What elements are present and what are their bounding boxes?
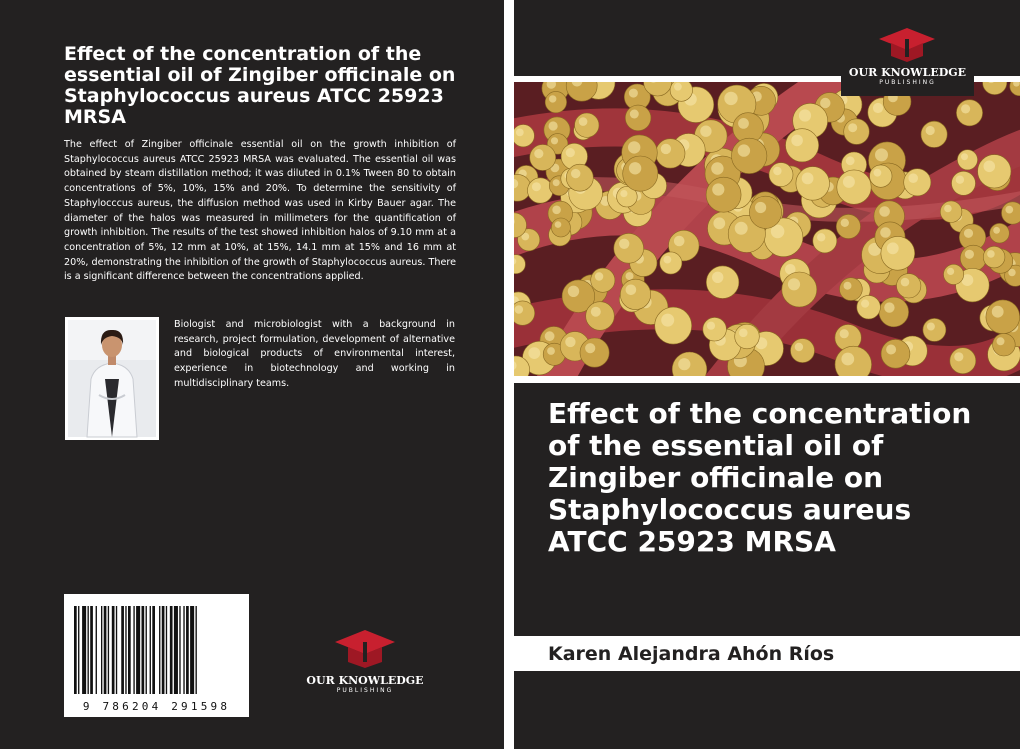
front-publisher-name: OUR KNOWLEDGE: [848, 66, 967, 79]
barcode-bar: [74, 606, 77, 694]
barcode-bar: [78, 606, 79, 694]
coccus-highlight: [628, 141, 640, 153]
coccus-highlight: [873, 103, 883, 113]
barcode-bar: [142, 606, 145, 694]
coccus-sphere: [749, 196, 781, 228]
coccus-sphere: [769, 163, 793, 187]
coccus-highlight: [961, 104, 970, 113]
coccus-highlight: [549, 121, 558, 130]
coccus-highlight: [739, 329, 748, 338]
coccus-highlight: [843, 176, 855, 188]
coccus-highlight: [987, 250, 995, 258]
coccus-highlight: [555, 221, 562, 228]
barcode-bar: [88, 606, 89, 694]
coccus-highlight: [755, 202, 766, 213]
barcode-bar: [128, 606, 131, 694]
coccus-highlight: [947, 268, 954, 275]
coccus-highlight: [515, 305, 524, 314]
coccus-highlight: [619, 239, 629, 249]
bacteria-illustration: [514, 82, 1020, 376]
graduation-cap-icon: [300, 628, 430, 668]
coccus-sphere: [732, 138, 767, 173]
coccus-highlight: [927, 323, 935, 331]
coccus-highlight: [954, 352, 963, 361]
coccus-highlight: [795, 343, 803, 351]
coccus-highlight: [630, 110, 639, 119]
coccus-highlight: [1005, 206, 1013, 214]
coccus-highlight: [620, 190, 627, 197]
barcode-bar: [90, 606, 93, 694]
coccus-highlight: [875, 148, 888, 161]
barcode-bar: [112, 606, 115, 694]
coccus-highlight: [992, 306, 1004, 318]
coccus-highlight: [844, 282, 852, 290]
coccus-highlight: [961, 153, 968, 160]
coccus-highlight: [861, 300, 869, 308]
barcode-bar: [104, 606, 107, 694]
coccus-highlight: [579, 117, 588, 126]
coccus-highlight: [965, 250, 974, 259]
barcode-bar: [133, 606, 134, 694]
coccus-sphere: [620, 279, 650, 309]
coccus-sphere: [857, 295, 881, 319]
coccus-sphere: [566, 164, 593, 191]
coccus-highlight: [880, 227, 891, 238]
coccus-highlight: [841, 219, 849, 227]
coccus-highlight: [674, 236, 685, 247]
coccus-highlight: [707, 322, 715, 330]
barcode-bar: [152, 606, 155, 694]
coccus-sphere: [993, 333, 1016, 356]
barcode-bar: [166, 606, 167, 694]
coccus-highlight: [571, 169, 580, 178]
barcode-bar: [159, 606, 160, 694]
coccus-sphere: [625, 105, 651, 131]
coccus-highlight: [984, 161, 996, 173]
coccus-highlight: [551, 137, 558, 144]
coccus-sphere: [923, 318, 946, 341]
coccus-highlight: [591, 307, 601, 317]
coccus-sphere: [586, 302, 615, 331]
coccus-highlight: [997, 337, 1005, 345]
coccus-highlight: [738, 118, 749, 129]
coccus-highlight: [993, 227, 1000, 234]
coccus-highlight: [700, 126, 711, 137]
coccus-sphere: [551, 218, 570, 237]
coccus-highlight: [545, 331, 555, 341]
barcode-bar: [170, 606, 173, 694]
coccus-sphere: [655, 307, 692, 344]
coccus-sphere: [957, 150, 977, 170]
coccus-highlight: [678, 358, 690, 370]
coccus-highlight: [791, 135, 803, 147]
coccus-highlight: [528, 347, 540, 359]
barcode-bar: [186, 606, 189, 694]
coccus-sphere: [735, 324, 760, 349]
coccus-highlight: [549, 95, 556, 102]
coccus-highlight: [820, 98, 830, 108]
barcode-bar: [116, 606, 117, 694]
coccus-highlight: [534, 149, 543, 158]
coccus-highlight: [735, 222, 748, 235]
coccus-highlight: [817, 233, 825, 241]
author-bio: Biologist and microbiologist with a background in research, project formulation, development of alternative and biological products of environmental interest, experience in biotechnology and working in multidisciplinary teams.: [174, 319, 455, 389]
coccus-highlight: [887, 242, 899, 254]
coccus-highlight: [956, 176, 964, 184]
coccus-highlight: [884, 302, 894, 312]
coccus-sphere: [656, 139, 685, 168]
back-publisher-tagline: PUBLISHING: [336, 687, 394, 694]
coccus-highlight: [566, 148, 575, 157]
barcode-bar: [96, 606, 97, 694]
barcode-bar: [150, 606, 151, 694]
front-cover-bottom-band: [514, 671, 1020, 749]
coccus-highlight: [840, 329, 849, 338]
spine: [504, 0, 514, 749]
coccus-sphere: [986, 300, 1020, 334]
coccus-highlight: [724, 92, 737, 105]
coccus-highlight: [944, 205, 952, 213]
coccus-sphere: [983, 246, 1005, 268]
coccus-sphere: [623, 156, 658, 191]
coccus-highlight: [964, 229, 973, 238]
graduation-cap-icon: [841, 22, 974, 62]
coccus-sphere: [796, 167, 830, 201]
coccus-highlight: [674, 83, 682, 91]
coccus-sphere: [703, 317, 727, 341]
coccus-sphere: [990, 223, 1010, 243]
coccus-sphere: [881, 236, 915, 270]
coccus-sphere: [944, 264, 964, 284]
coccus-sphere: [881, 339, 910, 368]
coccus-highlight: [879, 206, 890, 217]
coccus-sphere: [879, 297, 909, 327]
coccus-highlight: [661, 144, 671, 154]
coccus-highlight: [568, 286, 579, 297]
coccus-highlight: [664, 256, 672, 264]
coccus-sphere: [840, 278, 863, 301]
barcode-bar: [125, 606, 126, 694]
coccus-sphere: [614, 233, 644, 263]
coccus-highlight: [874, 169, 882, 177]
barcode-bar: [183, 606, 184, 694]
coccus-highlight: [901, 278, 910, 287]
barcode-bar: [101, 606, 102, 694]
author-band: [514, 636, 1020, 671]
coccus-sphere: [978, 155, 1011, 188]
coccus-highlight: [926, 126, 935, 135]
coccus-sphere: [952, 171, 976, 195]
back-publisher-name: OUR KNOWLEDGE: [306, 674, 424, 687]
coccus-sphere: [836, 214, 860, 238]
cover-illustration: [514, 82, 1020, 376]
coccus-sphere: [580, 338, 609, 367]
coccus-sphere: [706, 266, 739, 299]
coccus-highlight: [712, 272, 723, 283]
coccus-highlight: [626, 272, 634, 280]
coccus-highlight: [629, 89, 638, 98]
barcode-bar: [121, 606, 124, 694]
barcode-bar: [108, 606, 109, 694]
coccus-highlight: [773, 167, 781, 175]
barcode-bar: [162, 606, 165, 694]
coccus-sphere: [813, 229, 837, 253]
author-portrait-image: [65, 317, 159, 440]
author-photo: [65, 317, 159, 440]
coccus-sphere: [940, 201, 962, 223]
coccus-highlight: [661, 314, 674, 327]
coccus-sphere: [660, 252, 682, 274]
coccus-sphere: [782, 272, 817, 307]
coccus-highlight: [553, 179, 560, 186]
coccus-sphere: [528, 178, 553, 203]
coccus-highlight: [738, 144, 750, 156]
coccus-sphere: [844, 119, 870, 145]
coccus-highlight: [532, 182, 541, 191]
coccus-sphere: [706, 177, 741, 212]
coccus-highlight: [626, 285, 637, 296]
coccus-sphere: [514, 125, 534, 147]
coccus-sphere: [530, 145, 556, 171]
front-publisher-logo: [841, 22, 974, 96]
back-cover: [0, 0, 504, 749]
front-publisher-tagline: PUBLISHING: [879, 79, 936, 86]
barcode-bar: [190, 606, 194, 694]
abstract-text: The effect of Zingiber officinale essential oil on the growth inhibition of Staphylococcus aureus ATCC 25923 MRSA was evaluated. The essential oil was obtained by steam distillation method; it was diluted in 0.1% Tween 80 to obtain concentrations of 5%, 10%, 15% and 20%. To determine the sensitivity of Staphylocccus aureus, the diffusion method was used in Kirby Bauer agar. The diameter of the halos was measured in millimeters for the quantification of growth inhibition. The results of the test showed inhibition halos of 9.10 mm at a concentration of 5%, 12 mm at 10%, at 15%, 14.1 mm at 15% and 16 mm at 20%, demonstrating the inhibition of the growth of Staphylococcus aureus. There is a significant difference between the concentrations applied.: [64, 139, 456, 283]
back-publisher-logo: [300, 628, 430, 694]
back-cover-title: Effect of the concentration of the essential oil of Zingiber officinale on Staphylococcus aureus ATCC 25923 MRSA: [64, 43, 456, 128]
author-name: Karen Alejandra Ahón Ríos: [548, 643, 835, 665]
coccus-highlight: [846, 156, 855, 165]
coccus-highlight: [848, 123, 857, 132]
barcode: [64, 594, 249, 717]
coccus-sphere: [575, 113, 599, 137]
coccus-highlight: [552, 206, 561, 215]
coccus-highlight: [799, 109, 811, 121]
coccus-highlight: [595, 272, 603, 280]
barcode-bar: [136, 606, 140, 694]
coccus-sphere: [786, 129, 819, 162]
coccus-highlight: [565, 337, 575, 347]
coccus-highlight: [886, 345, 896, 355]
coccus-highlight: [547, 347, 555, 355]
barcode-bar: [179, 606, 180, 694]
coccus-highlight: [712, 183, 724, 195]
coccus-sphere: [545, 91, 566, 112]
barcode-bar: [196, 606, 197, 694]
coccus-sphere: [870, 165, 892, 187]
barcode-bar: [174, 606, 178, 694]
coccus-highlight: [788, 278, 800, 290]
coccus-sphere: [950, 348, 976, 374]
coccus-sphere: [956, 100, 982, 126]
coccus-highlight: [841, 353, 854, 366]
coccus-highlight: [516, 129, 524, 137]
coccus-highlight: [711, 162, 723, 174]
coccus-highlight: [802, 173, 814, 185]
barcode-bar: [82, 606, 86, 694]
front-cover-title: Effect of the concentration of the essential oil of Zingiber officinale on Staphylococcus aureus ATCC 25923 MRSA: [548, 397, 972, 558]
coccus-sphere: [791, 339, 815, 363]
coccus-sphere: [837, 170, 871, 204]
coccus-highlight: [629, 162, 641, 174]
coccus-sphere: [591, 268, 615, 292]
coccus-sphere: [897, 274, 921, 298]
barcode-bars: [64, 594, 249, 694]
coccus-sphere: [960, 245, 986, 271]
coccus-sphere: [921, 121, 947, 147]
coccus-highlight: [585, 343, 595, 353]
isbn-digits: 9 786204 291598: [82, 700, 231, 713]
coccus-sphere: [904, 169, 931, 196]
coccus-highlight: [908, 173, 918, 183]
coccus-highlight: [713, 217, 725, 229]
barcode-bar: [146, 606, 147, 694]
